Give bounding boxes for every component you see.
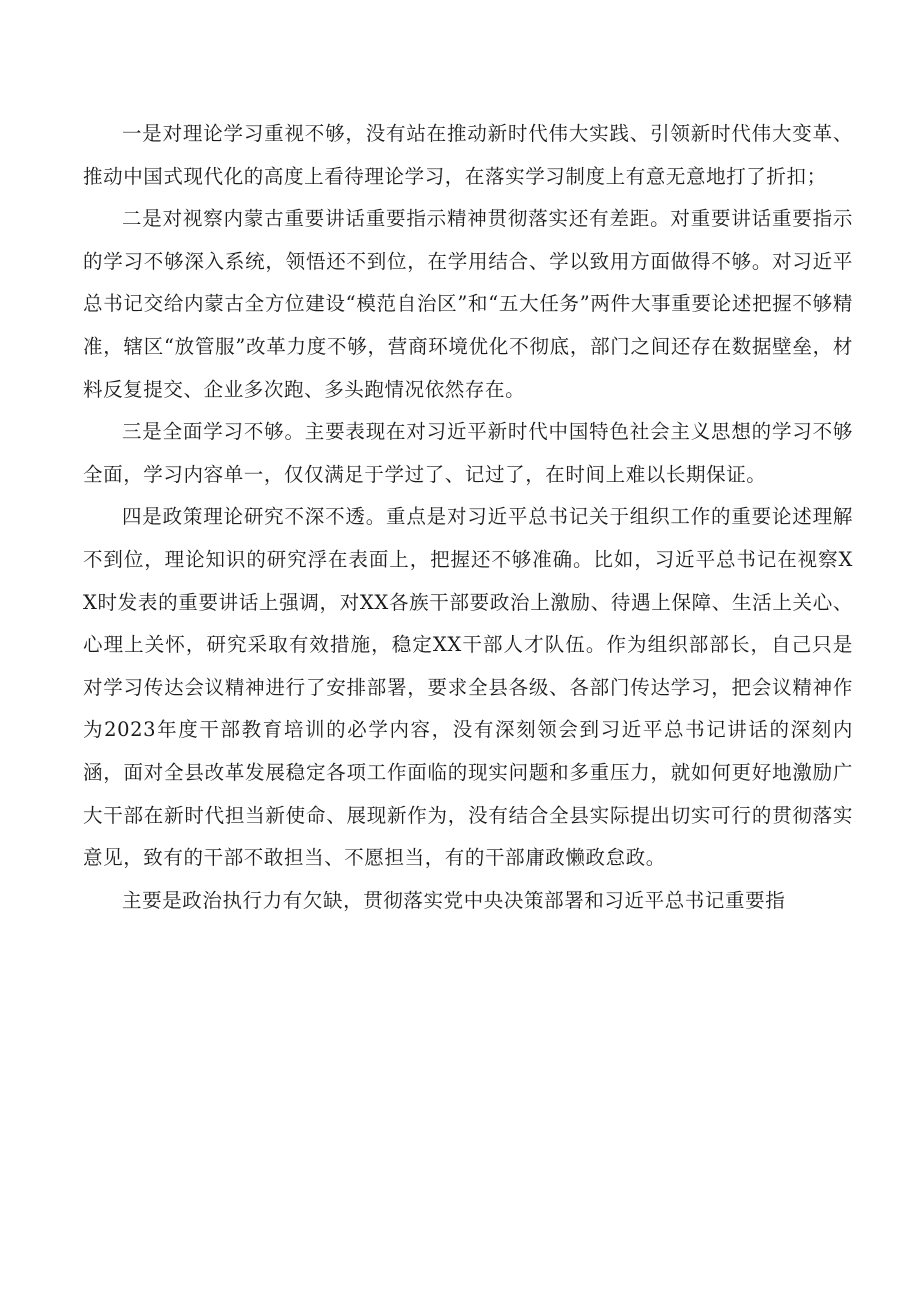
paragraph-2: 二是对视察内蒙古重要讲话重要指示精神贯彻落实还有差距。对重要讲话重要指示的学习不够深入系统，领悟还不到位，在学用结合、学以致用方面做得不够。对习近平总书记交给内蒙古全方位建设“模范自治区”和“五大任务”两件大事重要论述把握不够精准，辖区“放管服”改革力度不够，营商环境优化不彻底，部门之间还存在数据壁垒，材料反复提交、企业多次跑、多头跑情况依然存在。 (83, 207, 853, 401)
paragraph-4: 四是政策理论研究不深不透。重点是对习近平总书记关于组织工作的重要论述理解不到位，理论知识的研究浮在表面上，把握还不够准确。比如，习近平总书记在视察XX时发表的重要讲话上强调，对XX各族干部要政治上激励、待遇上保障、生活上关心、心理上关怀，研究采取有效措施，稳定XX干部人才队伍。作为组织部部长，自己只是对学习传达会议精神进行了安排部署，要求全县各级、各部门传达学习，把会议精神作为2023年度干部教育培训的必学内容，没有深刻领会到习近平总书记讲话的深刻内涵，面对全县改革发展稳定各项工作面临的现实问题和多重压力，就如何更好地激励广大干部在新时代担当新使命、展现新作为，没有结合全县实际提出切实可行的贯彻落实意见，致有的干部不敢担当、不愿担当，有的干部庸政懒政怠政。 (83, 505, 853, 870)
paragraph-1: 一是对理论学习重视不够，没有站在推动新时代伟大实践、引领新时代伟大变革、推动中国式现代化的高度上看待理论学习，在落实学习制度上有意无意地打了折扣； (83, 122, 853, 188)
document-body (83, 113, 853, 922)
paragraph-5: 主要是政治执行力有欠缺，贯彻落实党中央决策部署和习近平总书记重要指 (122, 888, 786, 912)
paragraph-3: 三是全面学习不够。主要表现在对习近平新时代中国特色社会主义思想的学习不够全面，学习内容单一，仅仅满足于学过了、记过了，在时间上难以长期保证。 (83, 420, 853, 486)
